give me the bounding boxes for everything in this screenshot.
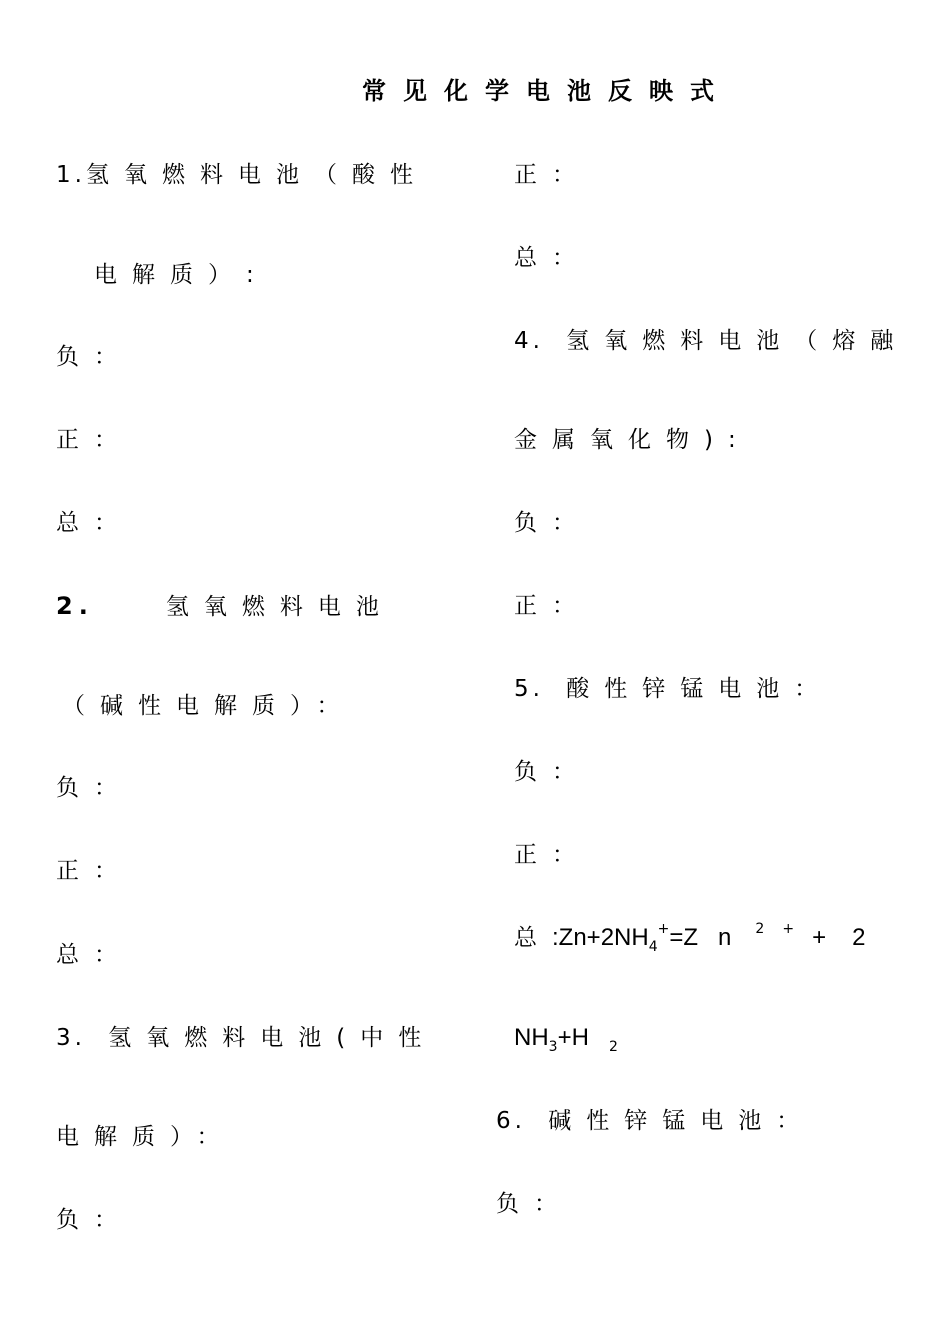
section-2-number: 2.	[56, 592, 94, 620]
section-3-subtitle: 电解质）：	[56, 1124, 235, 1150]
section-3-negative-label: 负：	[56, 1207, 132, 1233]
section-5-heading	[514, 674, 832, 704]
section-6-number: 6.	[496, 1108, 526, 1134]
section-6-heading	[496, 1106, 814, 1136]
section-1-positive-label: 正：	[56, 427, 132, 453]
page-title: 常见化学电池反映式	[362, 77, 731, 105]
formula-part-nh: NH	[514, 1024, 549, 1051]
section-1-number: 1.	[56, 162, 86, 188]
section-3-heading	[56, 1023, 436, 1053]
section-2-title: 氢氧燃料电池	[165, 594, 394, 620]
formula-plus-sign: +	[812, 924, 827, 951]
section-5-number: 5.	[514, 676, 544, 702]
section-5-total-label: 总	[514, 925, 552, 951]
formula-sup-plus-zinc: +	[782, 921, 795, 937]
formula-coefficient-two: 2	[852, 924, 866, 951]
section-1-subtitle: 电解质）:	[94, 262, 269, 288]
section-1-negative-label: 负：	[56, 344, 132, 370]
section-4-title: 氢氧燃料电池（熔融	[566, 328, 909, 354]
formula-sup-plus-ammonium: +	[657, 921, 670, 937]
section-6-title: 碱性锌锰电池：	[548, 1108, 815, 1134]
section-2-subtitle: （碱性电解质）：	[62, 693, 355, 719]
section-5-negative-label: 负：	[514, 759, 590, 785]
section-1-heading	[56, 160, 428, 190]
section-2-positive-label: 正：	[56, 858, 132, 884]
section-4-number: 4.	[514, 328, 544, 354]
section-4-heading	[514, 326, 908, 356]
section-4-positive-label: 正：	[514, 593, 590, 619]
section-5-formula-continued	[514, 1023, 618, 1056]
section-2-total-label: 总：	[56, 942, 132, 968]
formula-part-n: n	[718, 924, 732, 951]
section-5-total-formula	[514, 923, 865, 956]
section-4-negative-label: 负：	[514, 510, 590, 536]
section-5-title: 酸性锌锰电池：	[566, 676, 833, 702]
section-3-title: 氢氧燃料电池(中性	[108, 1025, 437, 1051]
formula-sub-3: 3	[548, 1039, 558, 1055]
section-2-heading	[56, 591, 394, 622]
formula-sub-4: 4	[648, 939, 658, 955]
section-3-total-label: 总：	[514, 245, 590, 271]
section-2-negative-label: 负：	[56, 775, 132, 801]
formula-sub-2: 2	[608, 1039, 618, 1055]
section-3-positive-label: 正：	[514, 162, 590, 188]
section-1-title: 氢氧燃料电池（酸性	[85, 162, 428, 188]
formula-part-eq-z: =Z	[669, 924, 699, 951]
formula-part-plus-h: +H	[557, 1024, 589, 1051]
formula-part-zn-nh: :Zn+2NH	[552, 924, 649, 951]
section-4-subtitle: 金属氧化物):	[514, 427, 751, 453]
section-1-total-label: 总：	[56, 510, 132, 536]
section-6-negative-label: 负：	[496, 1191, 572, 1217]
section-5-positive-label: 正：	[514, 842, 590, 868]
section-3-number: 3.	[56, 1025, 86, 1051]
formula-sup-2: 2	[755, 921, 765, 937]
